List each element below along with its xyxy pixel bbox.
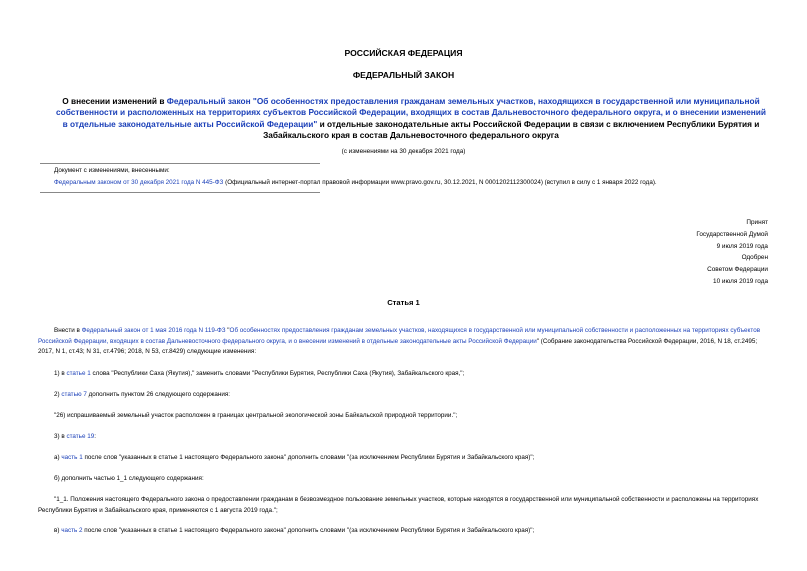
text: " (225, 327, 230, 334)
paragraph-sub-b: б) дополнить частью 1_1 следующего содержания: (54, 475, 204, 482)
acceptance-block (696, 217, 768, 288)
amended-law-link[interactable]: Федеральный закон "Об особенностях предоставления гражданам земельных участков, находящихся в государственной или муниципальной собственности и расположенных на территориях субъектов Российской Федерации, входящих в состав Дальневосточного федерального округа, и о внесении изменений в отдельные законодательные акты Российской Федерации" (56, 96, 766, 129)
text: слова "Республики Саха (Якутия)," заменить словами "Республики Бурятия, Республики Саха (Якутия), Забайкальского края,"; (90, 370, 465, 377)
edition-note: (с изменениями на 30 декабря 2021 года) (341, 148, 466, 155)
country-heading: РОССИЙСКАЯ ФЕДЕРАЦИЯ (344, 48, 463, 58)
law-type-heading: ФЕДЕРАЛЬНЫЙ ЗАКОН (352, 70, 455, 80)
article-title: Статья 1 (387, 298, 420, 307)
paragraph-item-26: "26) испрашиваемый земельный участок расположен в границах центральной экологической зоны Байкальской природной территории."; (54, 412, 458, 419)
approved-date: 10 июля 2019 года (713, 277, 768, 285)
text: после слов "указанных в статье 1 настоящего Федерального закона" дополнить словами "(за исключением Республики Бурятия и Забайкальского края)"; (82, 454, 535, 461)
paragraph-sub-v (38, 526, 770, 537)
paragraph-intro (38, 326, 770, 358)
amending-law-details: (Официальный интернет-портал правовой информации www.pravo.gov.ru, 30.12.2021, N 0001202112300024) (вступил в силу с 1 января 2022 года). (223, 179, 657, 186)
accepted-label: Принят (746, 219, 768, 226)
article-19-link[interactable]: статье 19 (66, 433, 95, 440)
accepted-by: Государственной Думой (696, 230, 768, 238)
text: 1) в (54, 370, 67, 377)
approved-by: Советом Федерации (707, 266, 768, 274)
text: после слов "указанных в статье 1 настоящего Федерального закона" дополнить словами "(за исключением Республики Бурятия и Забайкальского края)"; (82, 527, 535, 534)
amending-law-link[interactable]: Федеральным законом от 30 декабря 2021 года N 445-ФЗ (54, 179, 224, 186)
text: " (Собрание законодательства Российской Федерации, 2016, N 18, ст.2495; 2017, N 1, ст.43; N 31, ст.4796; 2018, N 53, ст.8429) следующие изменения: (38, 337, 758, 355)
text: 2) (54, 391, 62, 398)
text: 3) в (54, 433, 67, 440)
article-1-link[interactable]: статье 1 (66, 370, 91, 377)
divider-bottom (40, 192, 320, 193)
divider-top (40, 163, 320, 164)
text: : (94, 433, 96, 440)
paragraph-part-1-1: "1_1. Положения настоящего Федерального закона о предоставлении гражданам в безвозмездное пользование земельных участков, которые находятся в государственной или муниципальной собственности и расположены на территориях Республики Бурятия и Забайкальского края, применяются с 1 августа 2019 года."; (38, 496, 759, 514)
doc-changes-label: Документ с изменениями, внесенными: (54, 167, 170, 174)
paragraph-sub-a (38, 453, 770, 464)
text: в) (54, 527, 62, 534)
doc-changes-block (54, 165, 784, 189)
accepted-date: 9 июля 2019 года (716, 242, 768, 250)
article-7-link[interactable]: статью 7 (61, 391, 87, 398)
law-title (56, 96, 766, 141)
text: а) (54, 454, 62, 461)
part-2-link[interactable]: часть 2 (61, 527, 83, 534)
law-title-suffix: и отдельные законодательные акты Российской Федерации в связи с включением Республики Бурятия и Забайкальского края в состав Дальневосточного федерального округа (263, 118, 760, 140)
doc-changes-line (54, 177, 784, 189)
text: Внести в (54, 327, 82, 334)
paragraph-item-2 (38, 390, 770, 401)
law-119-fz-link[interactable]: Федеральный закон от 1 мая 2016 года N 119-ФЗ (81, 327, 226, 334)
law-title-prefix: О внесении изменений в (62, 96, 167, 106)
text: дополнить пунктом 26 следующего содержания: (86, 391, 231, 398)
part-1-link[interactable]: часть 1 (61, 454, 83, 461)
paragraph-item-1 (38, 369, 770, 380)
approved-label: Одобрен (741, 254, 768, 262)
paragraph-item-3 (38, 432, 770, 443)
law-name-link[interactable]: Об особенностях предоставления гражданам земельных участков, находящихся в государственной или муниципальной собственности и расположенных на территориях субъектов Российской Федерации, входящих в состав Дальневосточного федерального округа, и о внесении изменений в отдельные законодательные акты Российской Федерации (38, 327, 761, 345)
